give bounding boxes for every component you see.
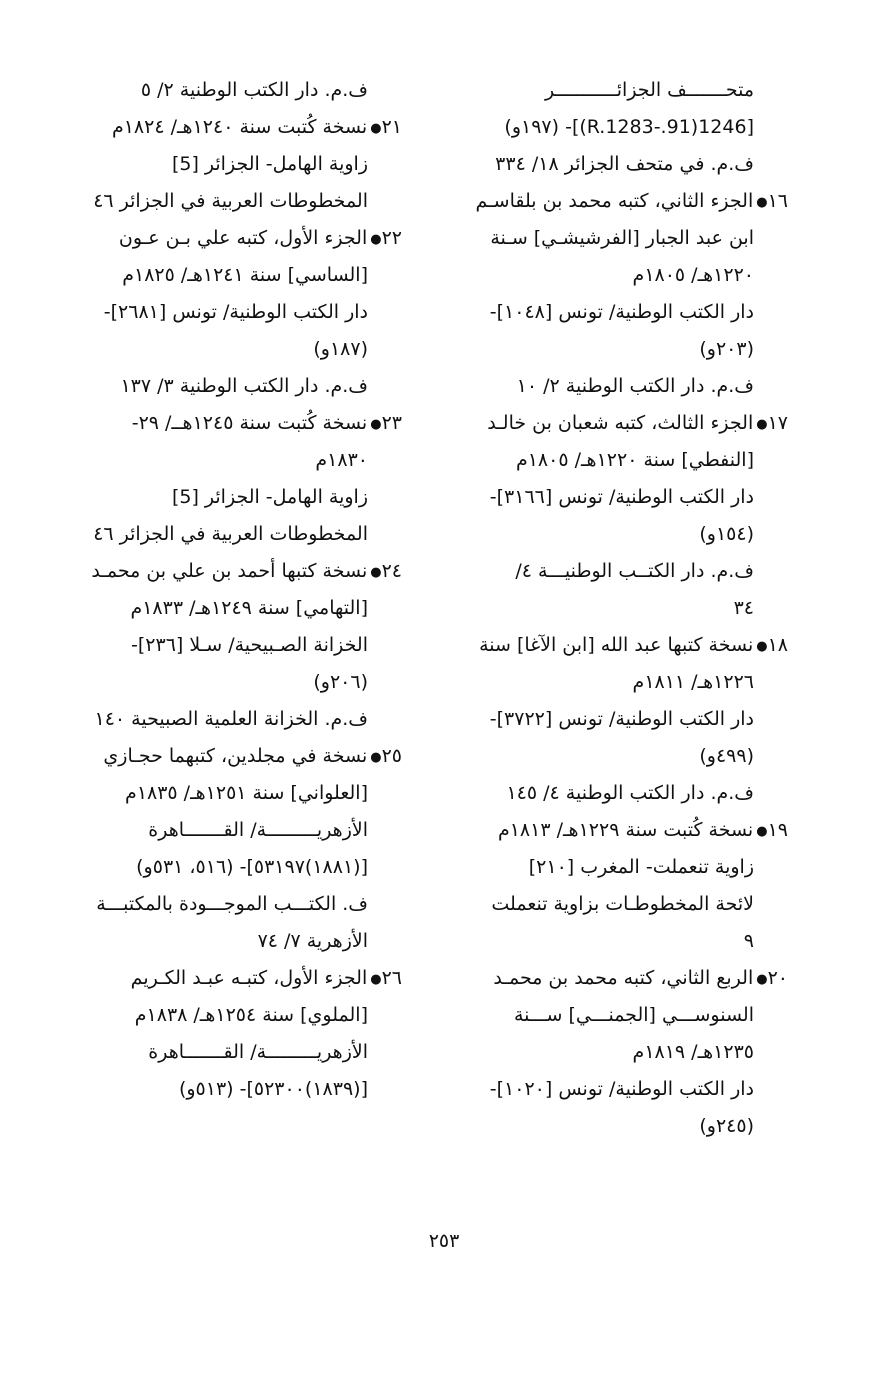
entry-number: ٢٤ — [381, 560, 402, 582]
line-text: زاوية تنعملت- المغرب [٢١٠] — [528, 856, 754, 878]
line-text: ٩ — [743, 930, 754, 952]
line-text: ف. الكتـــب الموجـــودة بالمكتبـــة — [96, 893, 368, 915]
text-line — [102, 220, 402, 257]
line-text: متحـــــــف الجزائـــــــــــر — [545, 79, 754, 101]
line-text: (٢٠٣و) — [699, 338, 754, 360]
line-text: ف.م. في متحف الجزائر ١٨/ ٣٣٤ — [495, 153, 754, 175]
text-line — [488, 960, 788, 997]
line-text: ف.م. دار الكتب الوطنية ٢/ ٥ — [140, 79, 368, 101]
text-line — [102, 294, 402, 331]
left-column — [91, 72, 402, 1108]
line-text: الجزء الأول، كتبـه عبـد الكـريم — [130, 967, 368, 989]
line-text: [التهامي] سنة ١٢٤٩هـ/ ١٨٣٣م — [130, 597, 368, 619]
line-text: نسخة كتبها أحمد بن علي بن محمـد — [91, 560, 368, 582]
entry-number: ٢٥ — [381, 745, 402, 767]
line-text: [الساسي] سنة ١٢٤١هـ/ ١٨٢٥م — [122, 264, 368, 286]
bullet-icon: ● — [756, 417, 768, 432]
line-text: المخطوطات العربية في الجزائر ٤٦ — [93, 190, 368, 212]
line-text: (١٨٧و) — [313, 338, 368, 360]
line-text: دار الكتب الوطنية/ تونس [١٠٤٨]- — [489, 301, 754, 323]
text-line — [102, 442, 402, 479]
text-line — [102, 627, 402, 664]
line-text: الخزانة الصـبيحية/ سـلا [٢٣٦]- — [131, 634, 368, 656]
text-line — [488, 109, 788, 146]
text-line — [102, 368, 402, 405]
text-line — [93, 183, 402, 220]
text-line — [488, 997, 788, 1034]
line-text: دار الكتب الوطنية/ تونس [١٠٢٠]- — [489, 1078, 754, 1100]
text-line — [488, 220, 788, 257]
text-line — [102, 923, 402, 960]
entry-number: ١٧ — [767, 412, 788, 434]
line-text: نسخة كُتبت سنة ١٢٤٠هـ/ ١٨٢٤م — [111, 116, 368, 138]
line-text: ١٢٣٥هـ/ ١٨١٩م — [632, 1041, 754, 1063]
entry-number: ٢٣ — [381, 412, 402, 434]
line-text: الجزء الثالث، كتبه شعبان بن خالـد — [487, 412, 754, 434]
text-line — [93, 516, 402, 553]
text-line — [488, 257, 788, 294]
line-text: [النفطي] سنة ١٢٢٠هـ/ ١٨٠٥م — [515, 449, 754, 471]
text-line — [488, 331, 788, 368]
entry-number: ٢١ — [381, 116, 402, 138]
text-line — [488, 923, 788, 960]
text-line — [102, 775, 402, 812]
entry-number: ٢٦ — [381, 967, 402, 989]
line-text: نسخة كُتبت سنة ١٢٢٩هـ/ ١٨١٣م — [497, 819, 754, 841]
text-line — [488, 812, 788, 849]
bullet-icon: ● — [370, 232, 382, 247]
bullet-icon: ● — [756, 972, 768, 987]
text-line — [102, 479, 402, 516]
text-line — [102, 849, 402, 886]
line-text: ف.م. دار الكتب الوطنية ٤/ ١٤٥ — [506, 782, 754, 804]
text-line — [102, 590, 402, 627]
line-text: الجزء الثاني، كتبه محمد بن بلقاسـم — [475, 190, 754, 212]
line-text: ١٢٢٦هـ/ ١٨١١م — [632, 671, 754, 693]
line-text: ف.م. الخزانة العلمية الصبيحية ١٤٠ — [94, 708, 368, 730]
line-text: ١٢٢٠هـ/ ١٨٠٥م — [632, 264, 754, 286]
line-text: [العلواني] سنة ١٢٥١هـ/ ١٨٣٥م — [125, 782, 368, 804]
text-line — [102, 812, 402, 849]
entry-number: ١٩ — [767, 819, 788, 841]
bullet-icon: ● — [370, 121, 382, 136]
text-line — [479, 627, 788, 664]
text-line — [488, 294, 788, 331]
text-line — [488, 72, 788, 109]
line-text: [(١٨٨١)٥٣١٩٧]- (٥١٦، ٥٣١و) — [136, 856, 368, 878]
bullet-icon: ● — [370, 972, 382, 987]
entry-number: ١٦ — [767, 190, 788, 212]
line-text: الربع الثاني، كتبه محمد بن محمـد — [493, 967, 754, 989]
text-line — [488, 590, 788, 627]
line-text: (٤٩٩و) — [699, 745, 754, 767]
line-text: [الملوي] سنة ١٢٥٤هـ/ ١٨٣٨م — [134, 1004, 368, 1026]
bullet-icon: ● — [370, 417, 382, 432]
entry-number: ٢٠ — [767, 967, 788, 989]
bullet-icon: ● — [756, 824, 768, 839]
line-text: دار الكتب الوطنية/ تونس [٢٦٨١]- — [103, 301, 368, 323]
page-number: ٢٥٣ — [428, 1230, 460, 1252]
text-line — [488, 1034, 788, 1071]
line-text: ف.م. دار الكتب الوطنية ٣/ ١٣٧ — [120, 375, 368, 397]
bullet-icon: ● — [370, 750, 382, 765]
line-text: ف.م. دار الكتب الوطنية ٢/ ١٠ — [516, 375, 754, 397]
text-line — [488, 1108, 788, 1145]
line-text: زاوية الهامل- الجزائر [5] — [171, 486, 368, 508]
text-line — [102, 331, 402, 368]
text-line — [475, 183, 788, 220]
text-line — [102, 257, 402, 294]
text-line — [488, 664, 788, 701]
line-text: [1246(91.-R.1283)]- (١٩٧و) — [504, 116, 754, 138]
line-text: (١٥٤و) — [699, 523, 754, 545]
line-text: لائحة المخطوطـات بزاوية تنعملت — [491, 893, 754, 915]
bullet-icon: ● — [370, 565, 382, 580]
line-text: السنوســـي [الجمنـــي] ســـنة — [513, 1004, 754, 1026]
bullet-icon: ● — [756, 639, 768, 654]
line-text: ف.م. دار الكتــب الوطنيـــة ٤/ — [515, 560, 754, 582]
text-line — [488, 479, 788, 516]
text-line — [102, 1071, 402, 1108]
text-line — [102, 109, 402, 146]
line-text: الأزهريـــــــــة/ القـــــــاهرة — [148, 1041, 368, 1063]
text-line — [488, 405, 788, 442]
line-text: الأزهرية ٧/ ٧٤ — [257, 930, 368, 952]
text-line — [488, 886, 788, 923]
line-text: الأزهريـــــــــة/ القـــــــاهرة — [148, 819, 368, 841]
text-line — [102, 997, 402, 1034]
line-text: الجزء الأول، كتبه علي بـن عـون — [118, 227, 368, 249]
text-line — [102, 664, 402, 701]
right-column — [475, 72, 788, 1145]
text-line — [96, 886, 402, 923]
line-text: نسخة في مجلدين، كتبهما حجـازي — [103, 745, 368, 767]
line-text: [(١٨٣٩)٥٢٣٠٠]- (٥١٣و) — [178, 1078, 368, 1100]
text-line — [102, 738, 402, 775]
text-line — [488, 442, 788, 479]
text-line — [488, 701, 788, 738]
line-text: دار الكتب الوطنية/ تونس [٣٧٢٢]- — [489, 708, 754, 730]
text-line — [102, 405, 402, 442]
text-line — [102, 1034, 402, 1071]
text-line — [488, 849, 788, 886]
text-line — [488, 516, 788, 553]
text-line — [488, 1071, 788, 1108]
text-line — [488, 553, 788, 590]
text-line — [102, 146, 402, 183]
entry-number: ٢٢ — [381, 227, 402, 249]
text-line — [488, 738, 788, 775]
line-text: زاوية الهامل- الجزائر [5] — [171, 153, 368, 175]
entry-number: ١٨ — [767, 634, 788, 656]
line-text: نسخة كتبها عبد الله [ابن الآغا] سنة — [479, 634, 754, 656]
text-line — [488, 146, 788, 183]
line-text: ١٨٣٠م — [315, 449, 368, 471]
line-text: ابن عبد الجبار [الفرشيشـي] سـنة — [490, 227, 754, 249]
bullet-icon: ● — [756, 195, 768, 210]
text-line — [488, 368, 788, 405]
text-line — [94, 701, 402, 738]
line-text: المخطوطات العربية في الجزائر ٤٦ — [93, 523, 368, 545]
line-text: ٣٤ — [733, 597, 754, 619]
text-line — [102, 72, 402, 109]
text-line — [102, 960, 402, 997]
line-text: (٢٤٥و) — [699, 1115, 754, 1137]
line-text: دار الكتب الوطنية/ تونس [٣١٦٦]- — [489, 486, 754, 508]
line-text: (٢٠٦و) — [313, 671, 368, 693]
text-line — [91, 553, 402, 590]
text-line — [488, 775, 788, 812]
line-text: نسخة كُتبت سنة ١٢٤٥هــ/ ٢٩- — [131, 412, 368, 434]
